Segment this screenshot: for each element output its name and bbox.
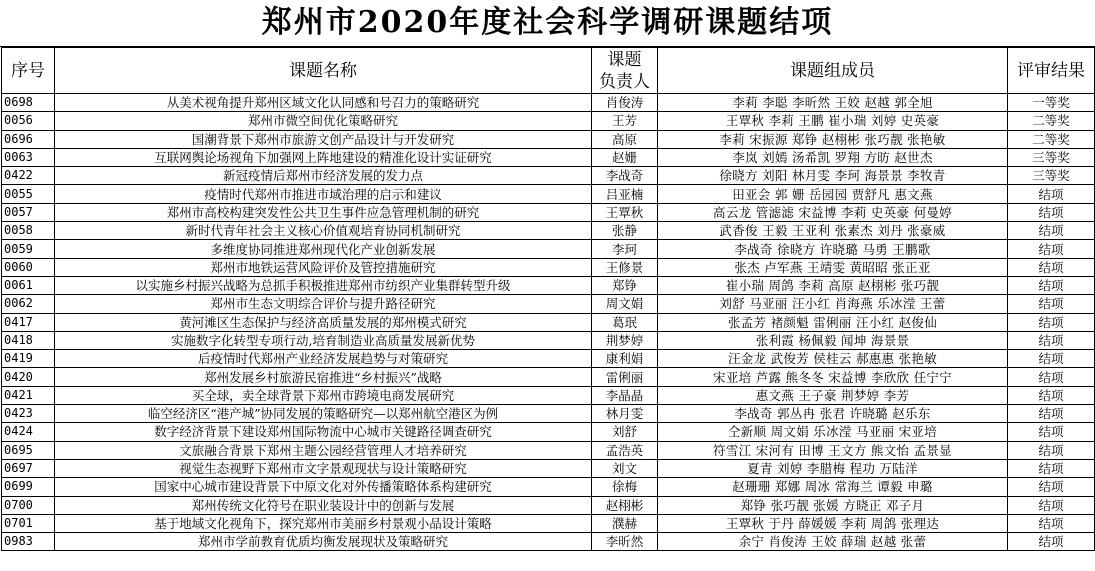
cell-leader: 李晶晶	[592, 386, 658, 404]
cell-seq: 0417	[2, 313, 55, 331]
cell-seq: 0423	[2, 405, 55, 423]
cell-members: 王覃秋 李莉 王鹏 崔小瑞 刘婷 史英豪	[658, 112, 1008, 130]
cell-topic: 互联网舆论场视角下加强网上阵地建设的精准化设计实证研究	[55, 148, 592, 166]
cell-members: 张杰 卢军燕 王靖雯 黄昭昭 张正亚	[658, 258, 1008, 276]
table-row	[2, 441, 1095, 459]
page-title: 郑州市2020年度社会科学调研课题结项	[0, 0, 1095, 47]
cell-leader: 赵栩彬	[592, 496, 658, 514]
cell-topic: 郑州传统文化符号在职业装设计中的创新与发展	[55, 496, 592, 514]
cell-result: 结项	[1008, 423, 1095, 441]
cell-leader: 吕亚楠	[592, 185, 658, 203]
cell-topic: 国潮背景下郑州市旅游文创产品设计与开发研究	[55, 130, 592, 148]
cell-seq: 0983	[2, 533, 55, 551]
cell-result: 三等奖	[1008, 167, 1095, 185]
cell-result: 结项	[1008, 203, 1095, 221]
cell-result: 二等奖	[1008, 130, 1095, 148]
cell-topic: 视觉生态视野下郑州市文字景观现状与设计策略研究	[55, 459, 592, 477]
cell-topic: 文旅融合背景下郑州主题公园经营管理人才培养研究	[55, 441, 592, 459]
cell-leader: 李珂	[592, 240, 658, 258]
cell-result: 结项	[1008, 185, 1095, 203]
cell-result: 结项	[1008, 533, 1095, 551]
cell-topic: 基于地域文化视角下，探究郑州市美丽乡村景观小品设计策略	[55, 514, 592, 532]
cell-seq: 0420	[2, 368, 55, 386]
cell-result: 结项	[1008, 459, 1095, 477]
cell-members: 王覃秋 于丹 薛媛媛 李莉 周鸽 张理达	[658, 514, 1008, 532]
cell-seq: 0418	[2, 331, 55, 349]
table-row	[2, 478, 1095, 496]
table-row	[2, 203, 1095, 221]
header-result: 评审结果	[1008, 48, 1095, 94]
table-row	[2, 94, 1095, 112]
table-row	[2, 405, 1095, 423]
cell-result: 结项	[1008, 295, 1095, 313]
cell-members: 刘舒 马亚丽 汪小红 肖海燕 乐冰滢 王蕾	[658, 295, 1008, 313]
header-leader-line2: 负责人	[599, 71, 650, 92]
cell-topic: 黄河滩区生态保护与经济高质量发展的郑州模式研究	[55, 313, 592, 331]
cell-seq: 0695	[2, 441, 55, 459]
cell-leader: 赵姗	[592, 148, 658, 166]
table-row	[2, 130, 1095, 148]
cell-seq: 0698	[2, 94, 55, 112]
cell-leader: 葛珉	[592, 313, 658, 331]
table-row	[2, 295, 1095, 313]
cell-topic: 以实施乡村振兴战略为总抓手积极推进郑州市纺织产业集群转型升级	[55, 276, 592, 294]
cell-seq: 0699	[2, 478, 55, 496]
cell-topic: 从美术视角提升郑州区域文化认同感和号召力的策略研究	[55, 94, 592, 112]
cell-leader: 周文娟	[592, 295, 658, 313]
cell-topic: 新冠疫情后郑州市经济发展的发力点	[55, 167, 592, 185]
table-row	[2, 185, 1095, 203]
cell-leader: 高原	[592, 130, 658, 148]
cell-leader: 康利娟	[592, 350, 658, 368]
cell-members: 武香俊 王毅 王亚利 张素杰 刘丹 张豪威	[658, 222, 1008, 240]
table-body	[2, 94, 1095, 551]
header-seq: 序号	[2, 48, 55, 94]
table-row	[2, 423, 1095, 441]
cell-result: 一等奖	[1008, 94, 1095, 112]
cell-result: 结项	[1008, 441, 1095, 459]
cell-seq: 0057	[2, 203, 55, 221]
table-row	[2, 350, 1095, 368]
table-row	[2, 222, 1095, 240]
cell-leader: 郑铮	[592, 276, 658, 294]
cell-members: 赵珊珊 郑娜 周冰 常海兰 谭毅 申璐	[658, 478, 1008, 496]
cell-result: 结项	[1008, 331, 1095, 349]
cell-topic: 新时代青年社会主义核心价值观培育协同机制研究	[55, 222, 592, 240]
cell-leader: 刘舒	[592, 423, 658, 441]
cell-seq: 0055	[2, 185, 55, 203]
cell-topic: 数字经济背景下建设郑州国际物流中心城市关键路径调查研究	[55, 423, 592, 441]
cell-seq: 0696	[2, 130, 55, 148]
cell-members: 李战奇 徐晓方 许晓璐 马勇 王鹏歌	[658, 240, 1008, 258]
table-row	[2, 276, 1095, 294]
cell-result: 结项	[1008, 276, 1095, 294]
cell-leader: 雷俐丽	[592, 368, 658, 386]
cell-leader: 张静	[592, 222, 658, 240]
cell-topic: 买全球，卖全球背景下郑州市跨境电商发展研究	[55, 386, 592, 404]
cell-members: 高云龙 管滤滤 宋益博 李莉 史英豪 何曼婷	[658, 203, 1008, 221]
cell-leader: 李战奇	[592, 167, 658, 185]
cell-topic: 实施数字化转型专项行动,培育制造业高质量发展新优势	[55, 331, 592, 349]
cell-topic: 多维度协同推进郑州现代化产业创新发展	[55, 240, 592, 258]
table-row	[2, 313, 1095, 331]
cell-topic: 后疫情时代郑州产业经济发展趋势与对策研究	[55, 350, 592, 368]
cell-result: 三等奖	[1008, 148, 1095, 166]
cell-members: 余宁 肖俊涛 王姣 薛瑞 赵越 张蕾	[658, 533, 1008, 551]
cell-members: 李莉 李聪 李昕然 王姣 赵越 郭全旭	[658, 94, 1008, 112]
cell-seq: 0701	[2, 514, 55, 532]
cell-result: 结项	[1008, 368, 1095, 386]
cell-leader: 李昕然	[592, 533, 658, 551]
cell-leader: 徐梅	[592, 478, 658, 496]
cell-topic: 郑州市生态文明综合评价与提升路径研究	[55, 295, 592, 313]
header-leader-line1: 课题	[607, 49, 642, 70]
cell-seq: 0060	[2, 258, 55, 276]
table-row	[2, 514, 1095, 532]
cell-members: 夏青 刘婷 李腊梅 程功 万陆洋	[658, 459, 1008, 477]
cell-topic: 国家中心城市建设背景下中原文化对外传播策略体系构建研究	[55, 478, 592, 496]
cell-leader: 孟浩英	[592, 441, 658, 459]
cell-members: 李战奇 郭丛冉 张君 许晓璐 赵乐东	[658, 405, 1008, 423]
cell-result: 结项	[1008, 514, 1095, 532]
cell-result: 结项	[1008, 240, 1095, 258]
cell-result: 结项	[1008, 478, 1095, 496]
cell-seq: 0062	[2, 295, 55, 313]
cell-leader: 王覃秋	[592, 203, 658, 221]
cell-result: 结项	[1008, 386, 1095, 404]
cell-result: 结项	[1008, 313, 1095, 331]
cell-members: 汪金龙 武俊芳 侯桂云 郝惠惠 张艳敏	[658, 350, 1008, 368]
cell-result: 结项	[1008, 350, 1095, 368]
cell-topic: 郑州市微空间优化策略研究	[55, 112, 592, 130]
cell-result: 结项	[1008, 405, 1095, 423]
cell-seq: 0058	[2, 222, 55, 240]
cell-seq: 0424	[2, 423, 55, 441]
header-row	[2, 48, 1095, 94]
cell-members: 张利霞 杨佩毅 闻坤 海景景	[658, 331, 1008, 349]
cell-members: 李岚 刘嫣 汤希凯 罗翔 方昉 赵世杰	[658, 148, 1008, 166]
cell-result: 结项	[1008, 258, 1095, 276]
cell-members: 符雪江 宋河有 田博 王文方 熊文怡 孟景显	[658, 441, 1008, 459]
cell-topic: 郑州发展乡村旅游民宿推进“乡村振兴”战略	[55, 368, 592, 386]
cell-topic: 疫情时代郑州市推进市域治理的启示和建议	[55, 185, 592, 203]
cell-members: 李莉 宋振源 郑铮 赵栩彬 张巧靓 张艳敏	[658, 130, 1008, 148]
cell-topic: 郑州市高校构建突发性公共卫生事件应急管理机制的研究	[55, 203, 592, 221]
table-row	[2, 167, 1095, 185]
header-members: 课题组成员	[658, 48, 1008, 94]
cell-seq: 0700	[2, 496, 55, 514]
cell-members: 崔小瑞 周鸽 李莉 高原 赵栩彬 张巧靓	[658, 276, 1008, 294]
cell-leader: 濮赫	[592, 514, 658, 532]
cell-members: 惠文燕 王子豪 荆梦婷 李芳	[658, 386, 1008, 404]
cell-seq: 0063	[2, 148, 55, 166]
cell-members: 徐晓方 刘阳 林月雯 李珂 海景景 李牧青	[658, 167, 1008, 185]
cell-leader: 肖俊涛	[592, 94, 658, 112]
cell-seq: 0421	[2, 386, 55, 404]
cell-seq: 0422	[2, 167, 55, 185]
table-row	[2, 368, 1095, 386]
table-row	[2, 331, 1095, 349]
header-leader	[592, 48, 658, 94]
cell-members: 宋亚培 芦露 熊冬冬 宋益博 李欣欣 任宁宁	[658, 368, 1008, 386]
cell-result: 结项	[1008, 222, 1095, 240]
cell-members: 田亚会 郭 姗 岳园园 贾舒凡 惠文燕	[658, 185, 1008, 203]
cell-members: 仝新顺 周文娟 乐冰滢 马亚丽 宋亚培	[658, 423, 1008, 441]
cell-seq: 0419	[2, 350, 55, 368]
table-row	[2, 258, 1095, 276]
cell-seq: 0059	[2, 240, 55, 258]
cell-leader: 荆梦婷	[592, 331, 658, 349]
table-row	[2, 148, 1095, 166]
cell-result: 结项	[1008, 496, 1095, 514]
cell-result: 二等奖	[1008, 112, 1095, 130]
cell-seq: 0697	[2, 459, 55, 477]
cell-leader: 王修景	[592, 258, 658, 276]
cell-members: 张孟芳 褚颜魁 雷俐丽 汪小红 赵俊仙	[658, 313, 1008, 331]
results-table	[1, 47, 1095, 551]
cell-leader: 王芳	[592, 112, 658, 130]
table-row	[2, 240, 1095, 258]
cell-topic: 郑州市学前教育优质均衡发展现状及策略研究	[55, 533, 592, 551]
cell-leader: 林月雯	[592, 405, 658, 423]
cell-seq: 0056	[2, 112, 55, 130]
header-topic: 课题名称	[55, 48, 592, 94]
table-row	[2, 533, 1095, 551]
table-row	[2, 459, 1095, 477]
table-row	[2, 496, 1095, 514]
cell-leader: 刘文	[592, 459, 658, 477]
cell-seq: 0061	[2, 276, 55, 294]
table-row	[2, 386, 1095, 404]
cell-topic: 郑州市地铁运营风险评价及管控措施研究	[55, 258, 592, 276]
cell-members: 郑铮 张巧靓 张媛 方晓正 邓子月	[658, 496, 1008, 514]
table-row	[2, 112, 1095, 130]
cell-topic: 临空经济区“港产城”协同发展的策略研究—以郑州航空港区为例	[55, 405, 592, 423]
